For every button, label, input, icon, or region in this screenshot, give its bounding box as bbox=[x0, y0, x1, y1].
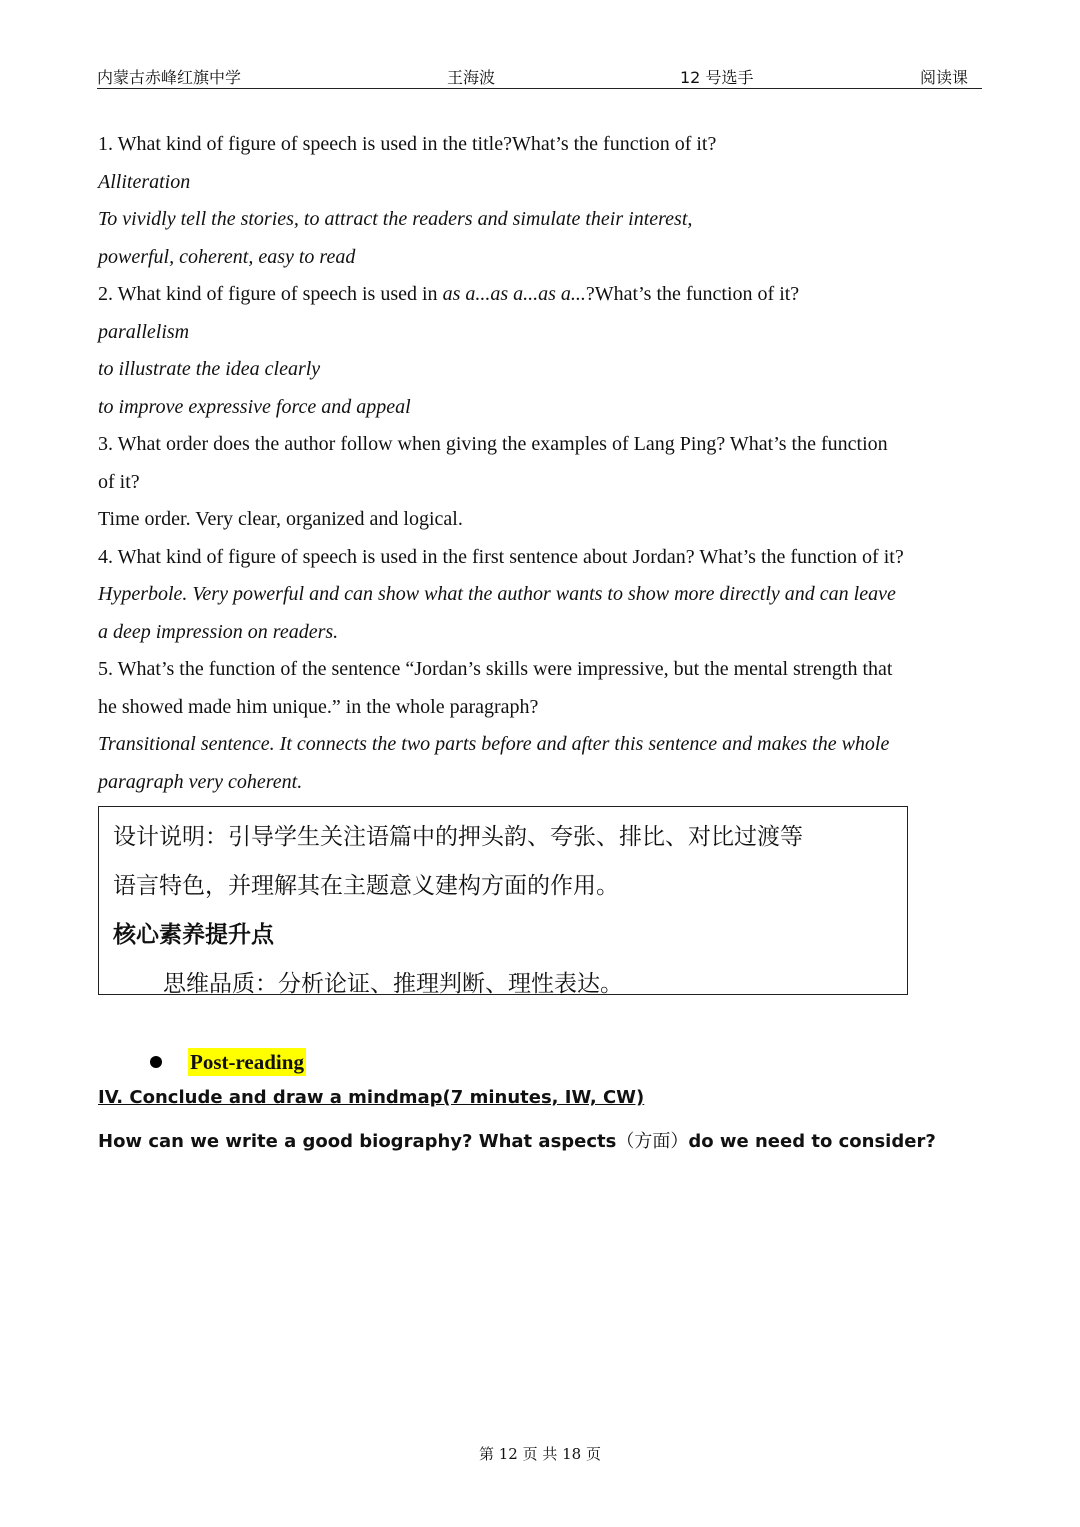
question-3-line-2: of it? bbox=[98, 470, 140, 493]
section-title: IV. Conclude and draw a mindmap(7 minutes, IW, CW) bbox=[98, 1087, 645, 1108]
biography-question bbox=[98, 1127, 936, 1153]
header-school: 内蒙古赤峰红旗中学 bbox=[97, 68, 242, 87]
answer-2-line-3: to improve expressive force and appeal bbox=[98, 395, 411, 418]
answer-2-line-2: to illustrate the idea clearly bbox=[98, 358, 321, 380]
bullet-dot-icon bbox=[150, 1056, 162, 1068]
answer-1-line-2: To vividly tell the stories, to attract the readers and simulate their interest, bbox=[98, 208, 693, 230]
biography-question-after: do we need to consider? bbox=[688, 1131, 936, 1152]
question-2-after: ?What’s the function of it? bbox=[585, 283, 800, 305]
header-teacher-name: 王海波 bbox=[447, 68, 496, 87]
post-reading-label: Post-reading bbox=[190, 1050, 304, 1074]
biography-question-cn: （方面） bbox=[616, 1131, 689, 1152]
question-5-line-2: he showed made him unique.” in the whole paragraph? bbox=[98, 695, 539, 718]
answer-4-line-2: a deep impression on readers. bbox=[98, 620, 339, 643]
answer-5-line-1: Transitional sentence. It connects the two parts before and after this sentence and makes the whole bbox=[98, 733, 890, 755]
question-4: 4. What kind of figure of speech is used in the first sentence about Jordan? What’s the function of it? bbox=[98, 545, 904, 568]
questions-and-answers bbox=[98, 126, 988, 801]
answer-5-line-2: paragraph very coherent. bbox=[98, 770, 303, 793]
question-2-italic: as a...as a...as a... bbox=[442, 283, 586, 305]
question-5-line-1: 5. What’s the function of the sentence “Jordan’s skills were impressive, but the mental strength that bbox=[98, 658, 893, 680]
page-header bbox=[97, 62, 982, 89]
page-footer: 第 12 页 共 18 页 bbox=[478, 1445, 601, 1463]
question-1: 1. What kind of figure of speech is used in the title?What’s the function of it? bbox=[98, 133, 717, 155]
design-notes-line-1: 设计说明：引导学生关注语篇中的押头韵、夸张、排比、对比过渡等 bbox=[113, 824, 803, 850]
question-2 bbox=[98, 276, 988, 314]
design-notes-line-2: 语言特色，并理解其在主题意义建构方面的作用。 bbox=[113, 873, 619, 899]
biography-question-before: How can we write a good biography? What aspects bbox=[98, 1131, 617, 1152]
answer-1-line-1: Alliteration bbox=[98, 170, 191, 193]
post-reading-bullet bbox=[150, 1046, 306, 1078]
header-contestant-number: 12 号选手 bbox=[680, 68, 754, 87]
core-competency-detail: 思维品质：分析论证、推理判断、理性表达。 bbox=[163, 971, 623, 997]
answer-3: Time order. Very clear, organized and logical. bbox=[98, 508, 463, 530]
design-notes-box bbox=[98, 806, 908, 995]
answer-4-line-1: Hyperbole. Very powerful and can show what the author wants to show more directly and can leave bbox=[98, 583, 896, 605]
question-3-line-1: 3. What order does the author follow when giving the examples of Lang Ping? What’s the function bbox=[98, 433, 888, 455]
core-competency-heading: 核心素养提升点 bbox=[113, 922, 274, 948]
answer-2-line-1: parallelism bbox=[98, 320, 190, 343]
header-course-type: 阅读课 bbox=[919, 68, 968, 87]
answer-1-line-3: powerful, coherent, easy to read bbox=[98, 245, 356, 268]
question-2-before: 2. What kind of figure of speech is used in bbox=[98, 283, 443, 305]
